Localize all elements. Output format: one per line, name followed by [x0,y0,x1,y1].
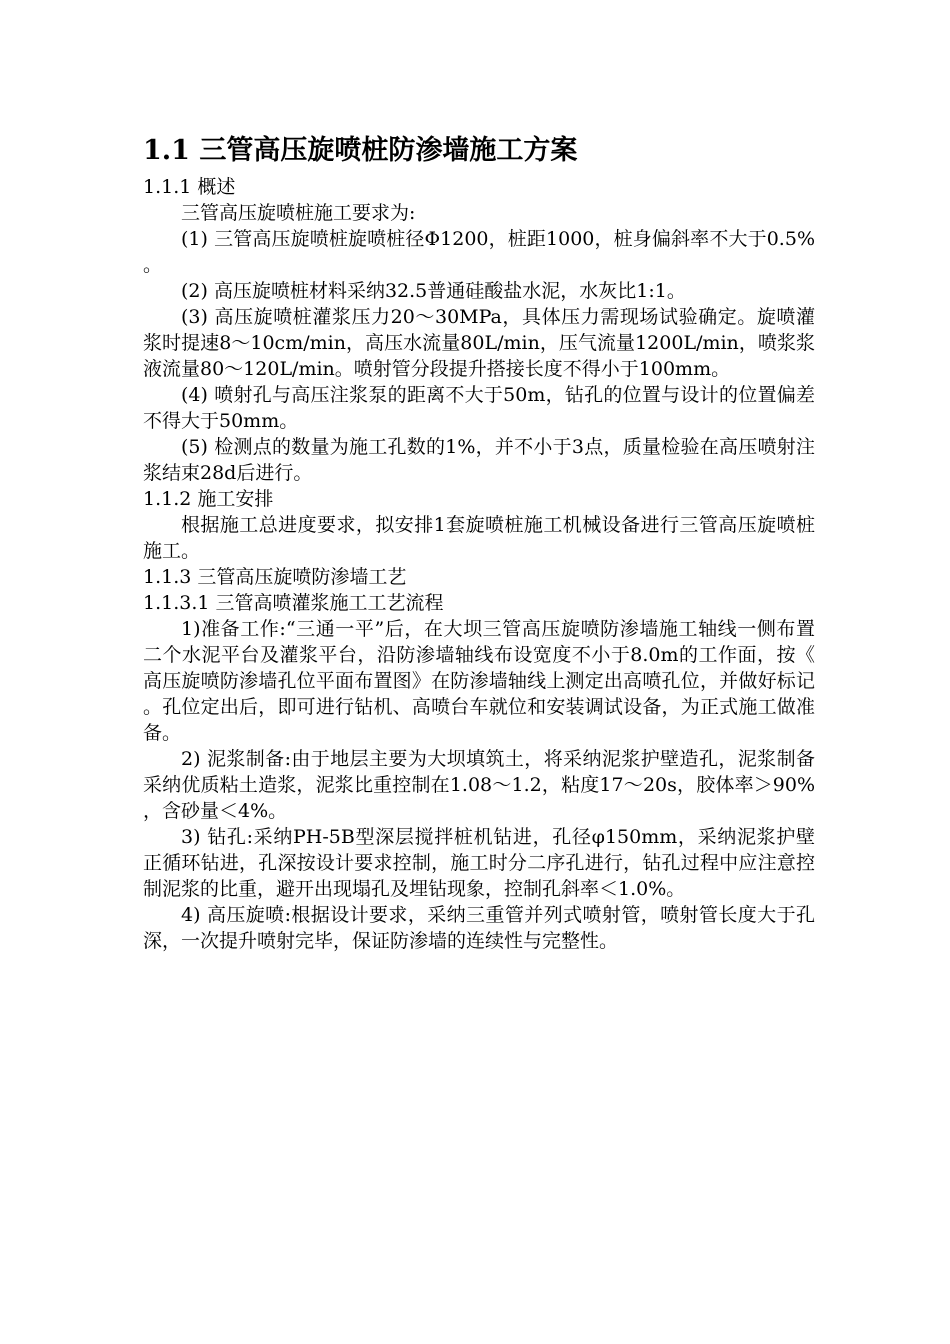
document-body [143,174,815,954]
section-1-1-2-heading: 1.1.2 施工安排 [143,488,274,510]
arrangement-paragraph: 根据施工总进度要求，拟安排1套旋喷桩施工机械设备进行三管高压旋喷桩施工。 [143,514,815,562]
section-1-1-1-heading: 1.1.1 概述 [143,176,236,198]
overview-item-2-paragraph: (2) 高压旋喷桩材料采纳32.5普通硅酸盐水泥，水灰比1:1。 [181,280,686,302]
process-step-3-paragraph: 3) 钻孔:采纳PH-5B型深层搅拌桩机钻进，孔径φ150mm，采纳泥浆护壁正循环钻进，孔深按设计要求控制，施工时分二序孔进行，钻孔过程中应注意控制泥浆的比重，避开出现塌孔及埋钻现象，控制孔斜率＜1.0%。 [143,826,815,900]
section-1-1-3-1-heading: 1.1.3.1 三管高喷灌浆施工工艺流程 [143,592,444,614]
process-step-1-paragraph: 1)准备工作:“三通一平”后，在大坝三管高压旋喷防渗墙施工轴线一侧布置二个水泥平台及灌浆平台，沿防渗墙轴线布设宽度不小于8.0m的工作面，按《高压旋喷防渗墙孔位平面布置图》在防渗墙轴线上测定出高喷孔位，并做好标记。孔位定出后，即可进行钻机、高喷台车就位和安装调试设备，为正式施工做准备。 [143,618,815,744]
process-step-4-paragraph: 4) 高压旋喷:根据设计要求，采纳三重管并列式喷射管，喷射管长度大于孔深，一次提升喷射完毕，保证防渗墙的连续性与完整性。 [143,904,815,952]
overview-item-4-paragraph: (4) 喷射孔与高压注浆泵的距离不大于50m，钻孔的位置与设计的位置偏差不得大于50mm。 [143,384,815,432]
overview-item-1-paragraph: (1) 三管高压旋喷桩旋喷桩径Φ1200，桩距1000，桩身偏斜率不大于0.5%。 [143,228,815,276]
overview-item-5-paragraph: (5) 检测点的数量为施工孔数的1%，并不小于3点，质量检验在高压喷射注浆结束28d后进行。 [143,436,815,484]
document-title: 1.1 三管高压旋喷桩防渗墙施工方案 [143,135,578,166]
overview-item-3-paragraph: (3) 高压旋喷桩灌浆压力20～30MPa，具体压力需现场试验确定。旋喷灌浆时提速8～10cm/min，高压水流量80L/min，压气流量1200L/min，喷浆浆液流量80～120L/min。喷射管分段提升搭接长度不得小于100mm。 [143,306,815,380]
overview-intro-paragraph: 三管高压旋喷桩施工要求为: [181,202,416,224]
section-1-1-3-heading: 1.1.3 三管高压旋喷防渗墙工艺 [143,566,407,588]
process-step-2-paragraph: 2) 泥浆制备:由于地层主要为大坝填筑土，将采纳泥浆护壁造孔，泥浆制备采纳优质粘土造浆，泥浆比重控制在1.08～1.2，粘度17～20s，胶体率＞90%，含砂量＜4%。 [143,748,815,822]
